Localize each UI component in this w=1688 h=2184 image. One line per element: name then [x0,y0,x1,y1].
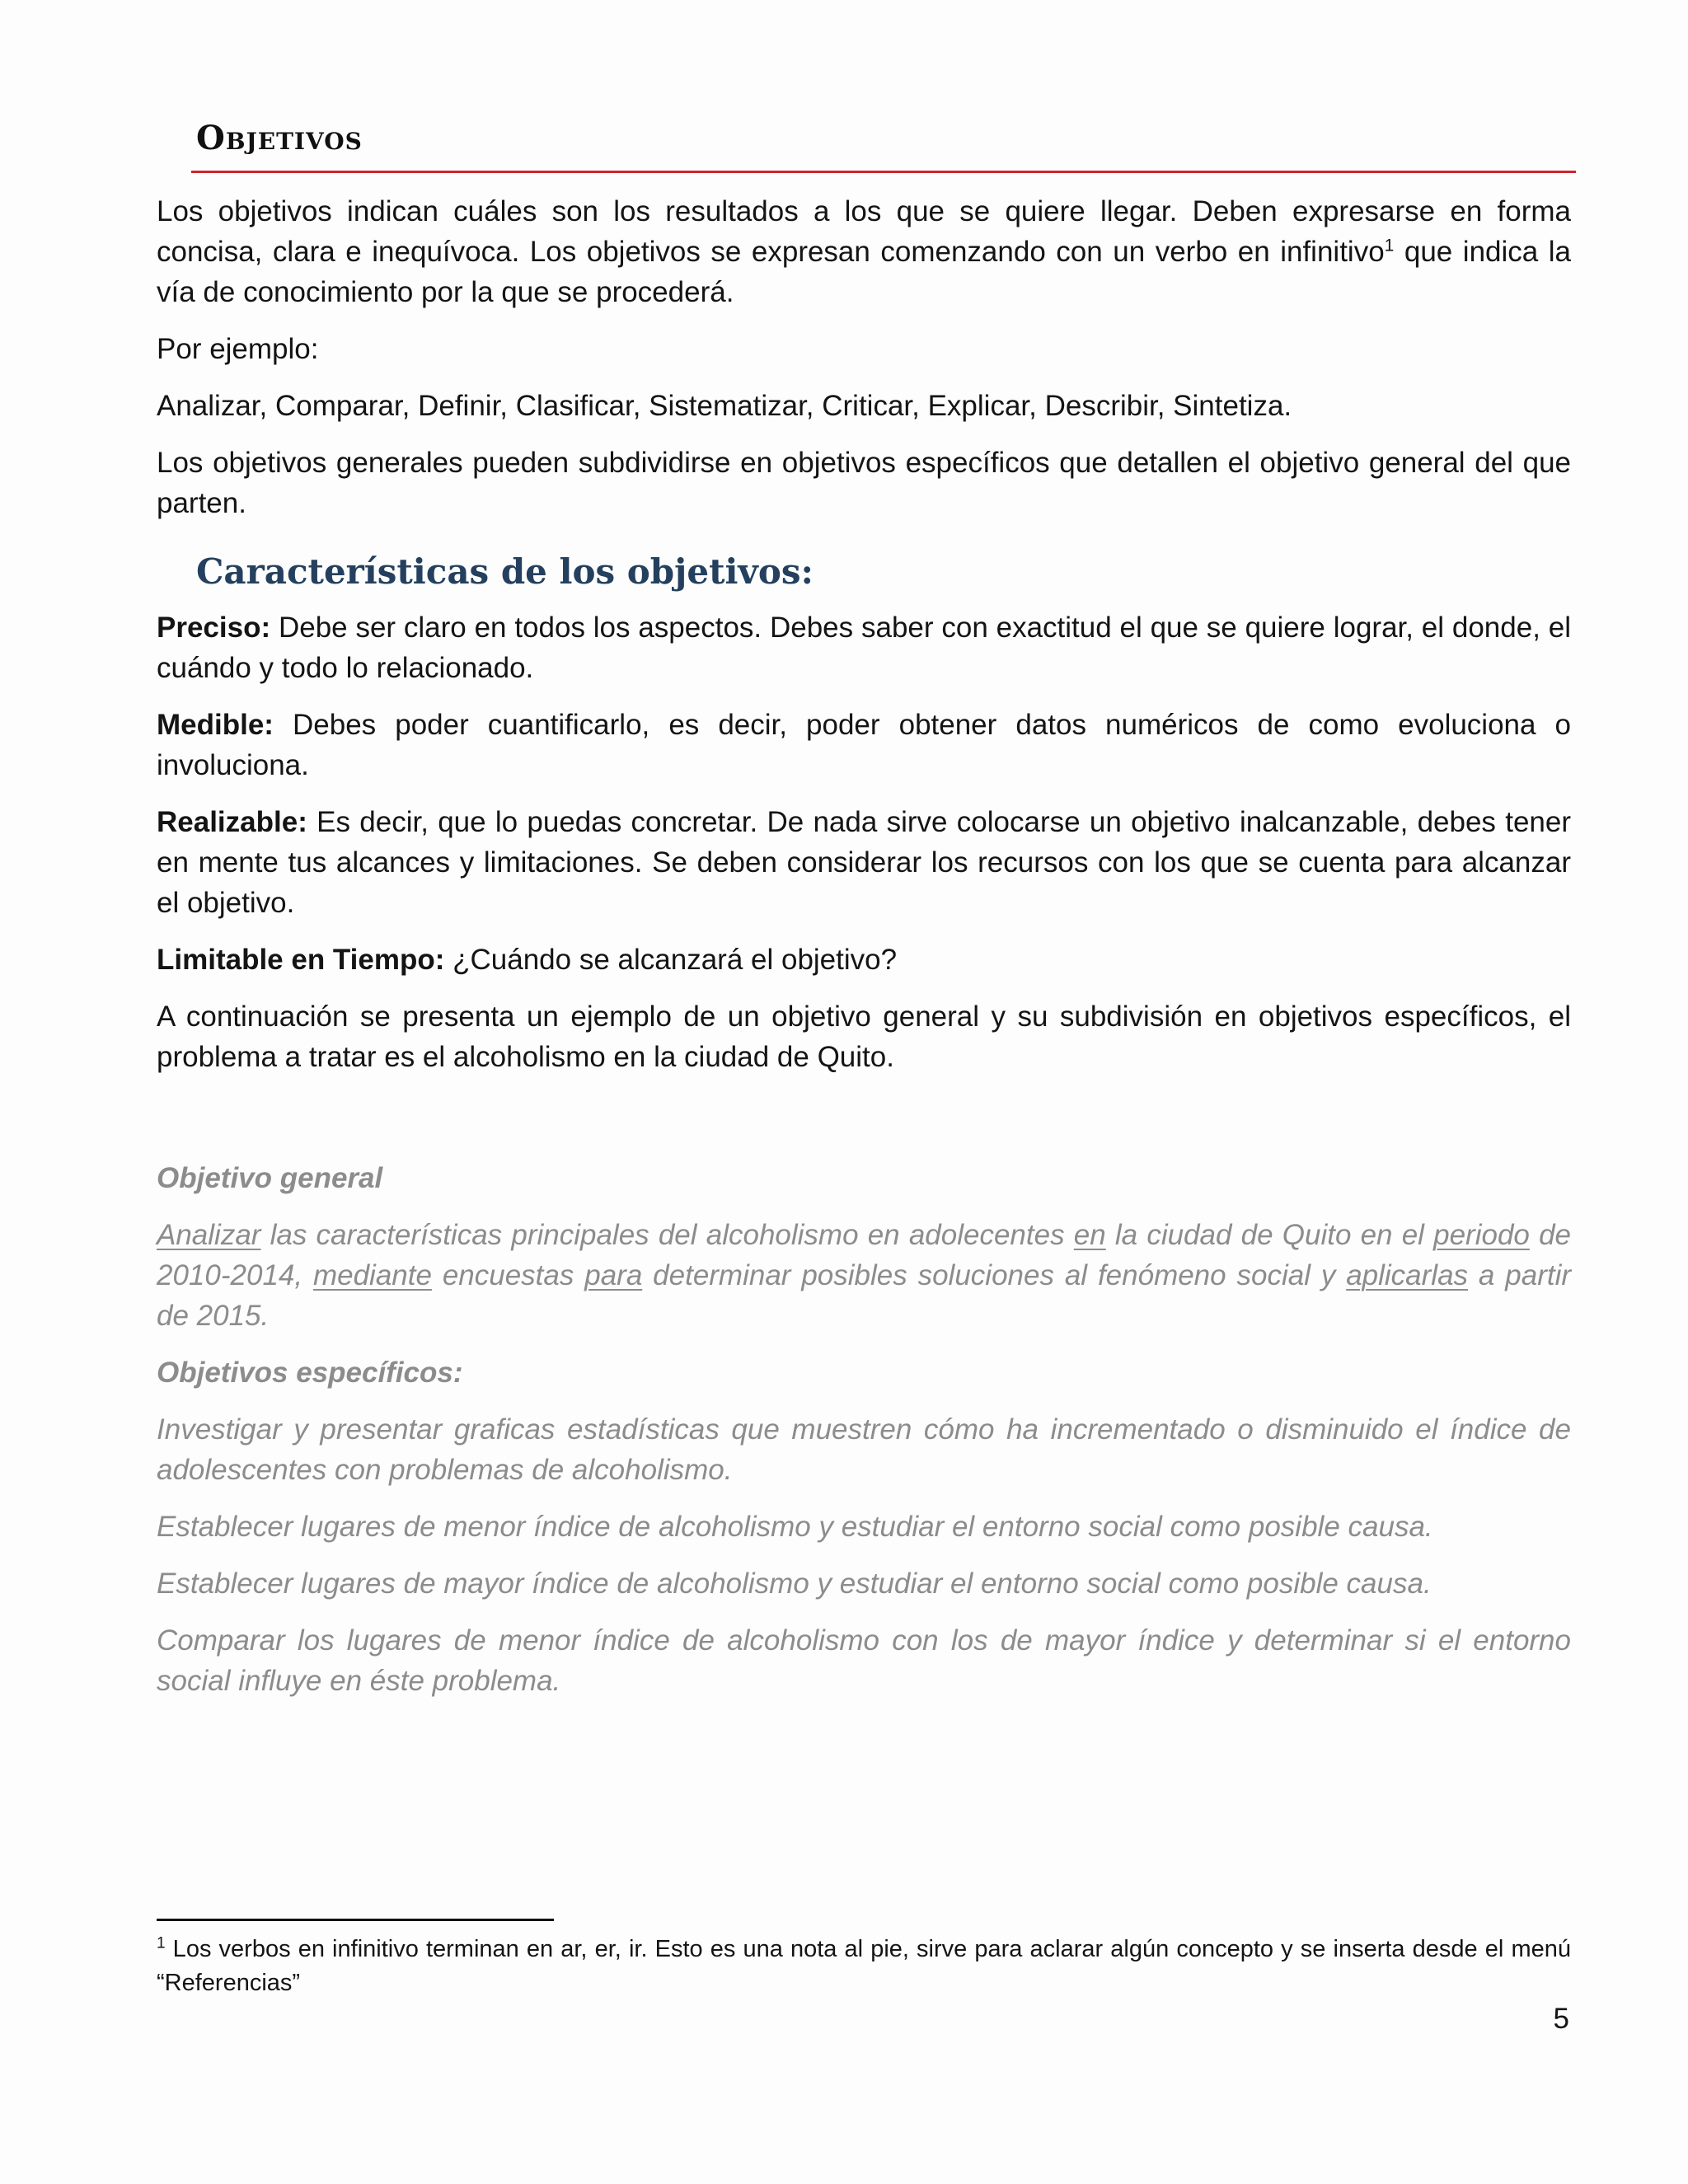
underlined-word: aplicarlas [1346,1259,1469,1291]
specific-objective: Investigar y presentar graficas estadísticas que muestren cómo ha incrementado o disminuido el índice de adolescentes con problemas de alcoholismo. [157,1413,1571,1486]
footnote-text: Los verbos en infinitivo terminan en ar, er, ir. Esto es una nota al pie, sirve para aclarar algún concepto y se inserta desde el menú “Referencias” [157,1936,1571,1996]
characteristics-heading: Características de los objetivos: [196,551,814,592]
heading-underline [191,171,1576,173]
footnote-reference[interactable]: 1 [1384,236,1395,255]
characteristic-term: Realizable: [157,806,307,838]
characteristic-term: Preciso: [157,612,271,644]
characteristic-term: Limitable en Tiempo: [157,944,445,976]
characteristic-achievable [157,802,1571,923]
characteristic-text: ¿Cuándo se alcanzará el objetivo? [444,944,898,976]
objective-text: la ciudad de Quito en el [1105,1219,1434,1251]
characteristic-precise [157,607,1571,688]
objective-text: determinar posibles soluciones al fenómeno social y [642,1259,1347,1291]
continuation-paragraph: A continuación se presenta un ejemplo de un objetivo general y su subdivisión en objetivos específicos, el problema a tratar es el alcoholismo en la ciudad de Quito. [157,1001,1571,1073]
characteristic-measurable [157,705,1571,785]
objective-text: las características principales del alcoholismo en adolecentes [260,1219,1074,1251]
footnote-marker: 1 [157,1934,166,1952]
characteristic-term: Medible: [157,709,274,741]
specific-objective: Establecer lugares de mayor índice de alcoholismo y estudiar el entorno social como posible causa. [157,1568,1432,1600]
specific-objectives-title: Objetivos específicos: [157,1357,463,1389]
underlined-word: Analizar [157,1219,261,1251]
general-objective-title: Objetivo general [157,1162,383,1194]
page-number: 5 [1553,2003,1569,2035]
characteristic-text: Debe ser claro en todos los aspectos. Debes saber con exactitud el que se quiere lograr, el donde, el cuándo y todo lo relacionado. [157,612,1571,684]
section-heading: Objetivos [196,119,363,157]
verb-list: Analizar, Comparar, Definir, Clasificar, Sistematizar, Criticar, Explicar, Describir, Sintetiza. [157,390,1292,422]
intro-paragraph [157,191,1571,312]
general-objective [157,1215,1571,1336]
underlined-word: periodo [1433,1219,1530,1251]
footnote-separator [157,1919,554,1921]
footnote [157,1933,1571,2000]
intro-text-continued: que indica la vía de conocimiento por la que se procederá. [157,236,1571,308]
objective-text: a partir de 2015. [157,1259,1571,1332]
underlined-word: para [584,1259,643,1291]
subdivision-paragraph: Los objetivos generales pueden subdividirse en objetivos específicos que detallen el objetivo general del que parten. [157,447,1571,519]
characteristic-time-bound [157,940,1571,980]
objective-text: de 2010-2014, [157,1219,1572,1291]
characteristic-text: Es decir, que lo puedas concretar. De nada sirve colocarse un objetivo inalcanzable, debes tener en mente tus alcances y limitaciones. Se deben considerar los recursos con los que se cuenta para alcanzar el objetivo. [157,806,1571,919]
intro-text: Los objetivos indican cuáles son los resultados a los que se quiere llegar. Deben expresarse en forma concisa, clara e inequívoca. Los objetivos se expresan comenzando con un verbo en infinitivo [157,195,1571,268]
specific-objective: Establecer lugares de menor índice de alcoholismo y estudiar el entorno social como posible causa. [157,1511,1433,1543]
specific-objective: Comparar los lugares de menor índice de alcoholismo con los de mayor índice y determinar si el entorno social influye en éste problema. [157,1624,1571,1697]
example-label: Por ejemplo: [157,333,319,365]
objective-text: encuestas [431,1259,585,1291]
underlined-word: en [1073,1219,1106,1251]
characteristic-text: Debes poder cuantificarlo, es decir, poder obtener datos numéricos de como evoluciona o involuciona. [157,709,1571,781]
underlined-word: mediante [312,1259,432,1291]
page-content [157,191,1571,1718]
example-block [157,1158,1571,1701]
